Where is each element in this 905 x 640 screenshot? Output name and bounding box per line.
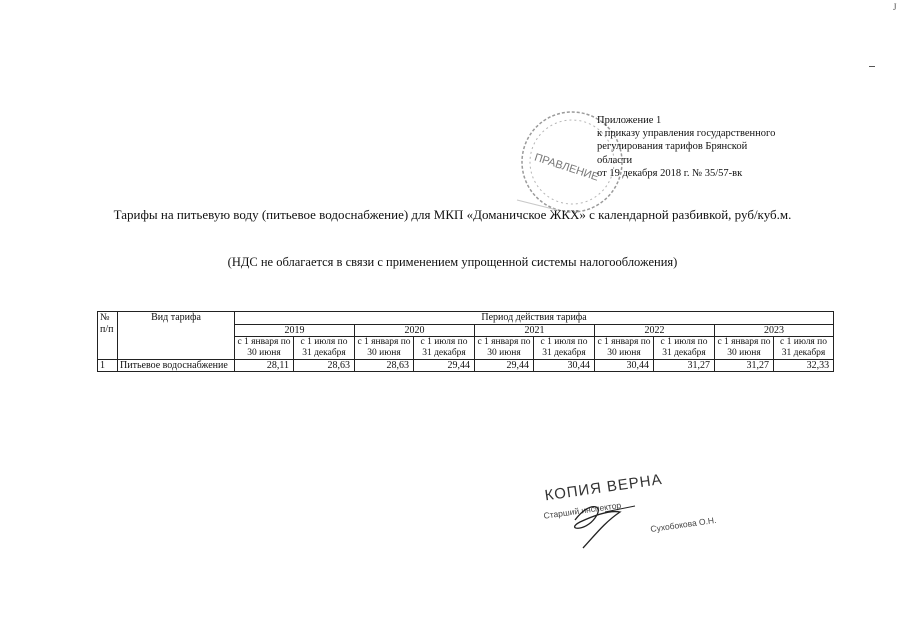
period-second-half: с 1 июля по 31 декабря bbox=[534, 337, 595, 360]
seal-stamp-text: ПРАВЛЕНИЕ bbox=[532, 151, 601, 184]
copy-stamp-name: Сухобокова О.Н. bbox=[649, 514, 717, 535]
document-title: Тарифы на питьевую воду (питьевое водоснабжение) для МКП «Доманичское ЖКХ» с календарной разбивкой, руб/куб.м. bbox=[113, 207, 792, 222]
period-second-half: с 1 июля по 31 декабря bbox=[654, 337, 715, 360]
copy-stamp-position: Старший инспектор bbox=[542, 499, 622, 521]
table-row bbox=[98, 359, 834, 372]
header-period: Период действия тарифа bbox=[235, 312, 834, 325]
copy-verified-stamp bbox=[535, 460, 735, 550]
tariff-table bbox=[97, 311, 834, 372]
year-header: 2020 bbox=[355, 324, 475, 337]
appendix-line: от 19 декабря 2018 г. № 35/57-вк bbox=[597, 167, 743, 179]
header-num: № п/п bbox=[98, 312, 118, 360]
row-tariff-type: Питьевое водоснабжение bbox=[118, 359, 235, 372]
row-num: 1 bbox=[98, 359, 118, 372]
document-subtitle: (НДС не облагается в связи с применением упрощенной системы налогообложения) bbox=[227, 255, 678, 269]
tariff-value: 28,63 bbox=[355, 359, 414, 372]
appendix-line: области bbox=[597, 154, 633, 166]
appendix-line: регулирования тарифов Брянской bbox=[597, 141, 748, 153]
period-first-half: с 1 января по 30 июня bbox=[595, 337, 654, 360]
year-header: 2022 bbox=[595, 324, 715, 337]
period-second-half: с 1 июля по 31 декабря bbox=[774, 337, 834, 360]
tariff-value: 28,11 bbox=[235, 359, 294, 372]
year-header: 2019 bbox=[235, 324, 355, 337]
period-second-half: с 1 июля по 31 декабря bbox=[414, 337, 475, 360]
tariff-value: 29,44 bbox=[475, 359, 534, 372]
page-corner-mark: J bbox=[893, 2, 897, 12]
period-second-half: с 1 июля по 31 декабря bbox=[294, 337, 355, 360]
tariff-value: 32,33 bbox=[774, 359, 834, 372]
period-first-half: с 1 января по 30 июня bbox=[355, 337, 414, 360]
tariff-value: 31,27 bbox=[654, 359, 715, 372]
year-header: 2021 bbox=[475, 324, 595, 337]
period-first-half: с 1 января по 30 июня bbox=[475, 337, 534, 360]
period-first-half: с 1 января по 30 июня bbox=[235, 337, 294, 360]
appendix-block bbox=[597, 114, 827, 180]
appendix-line: Приложение 1 bbox=[597, 115, 662, 126]
tariff-value: 28,63 bbox=[294, 359, 355, 372]
signature-icon bbox=[575, 507, 620, 548]
copy-stamp-title: КОПИЯ ВЕРНА bbox=[543, 471, 664, 505]
margin-dash bbox=[869, 66, 875, 67]
header-tariff-type: Вид тарифа bbox=[118, 312, 235, 360]
tariff-value: 30,44 bbox=[534, 359, 595, 372]
appendix-line: к приказу управления государственного bbox=[597, 128, 776, 140]
tariff-value: 29,44 bbox=[414, 359, 475, 372]
tariff-value: 30,44 bbox=[595, 359, 654, 372]
tariff-value: 31,27 bbox=[715, 359, 774, 372]
period-first-half: с 1 января по 30 июня bbox=[715, 337, 774, 360]
year-header: 2023 bbox=[715, 324, 834, 337]
